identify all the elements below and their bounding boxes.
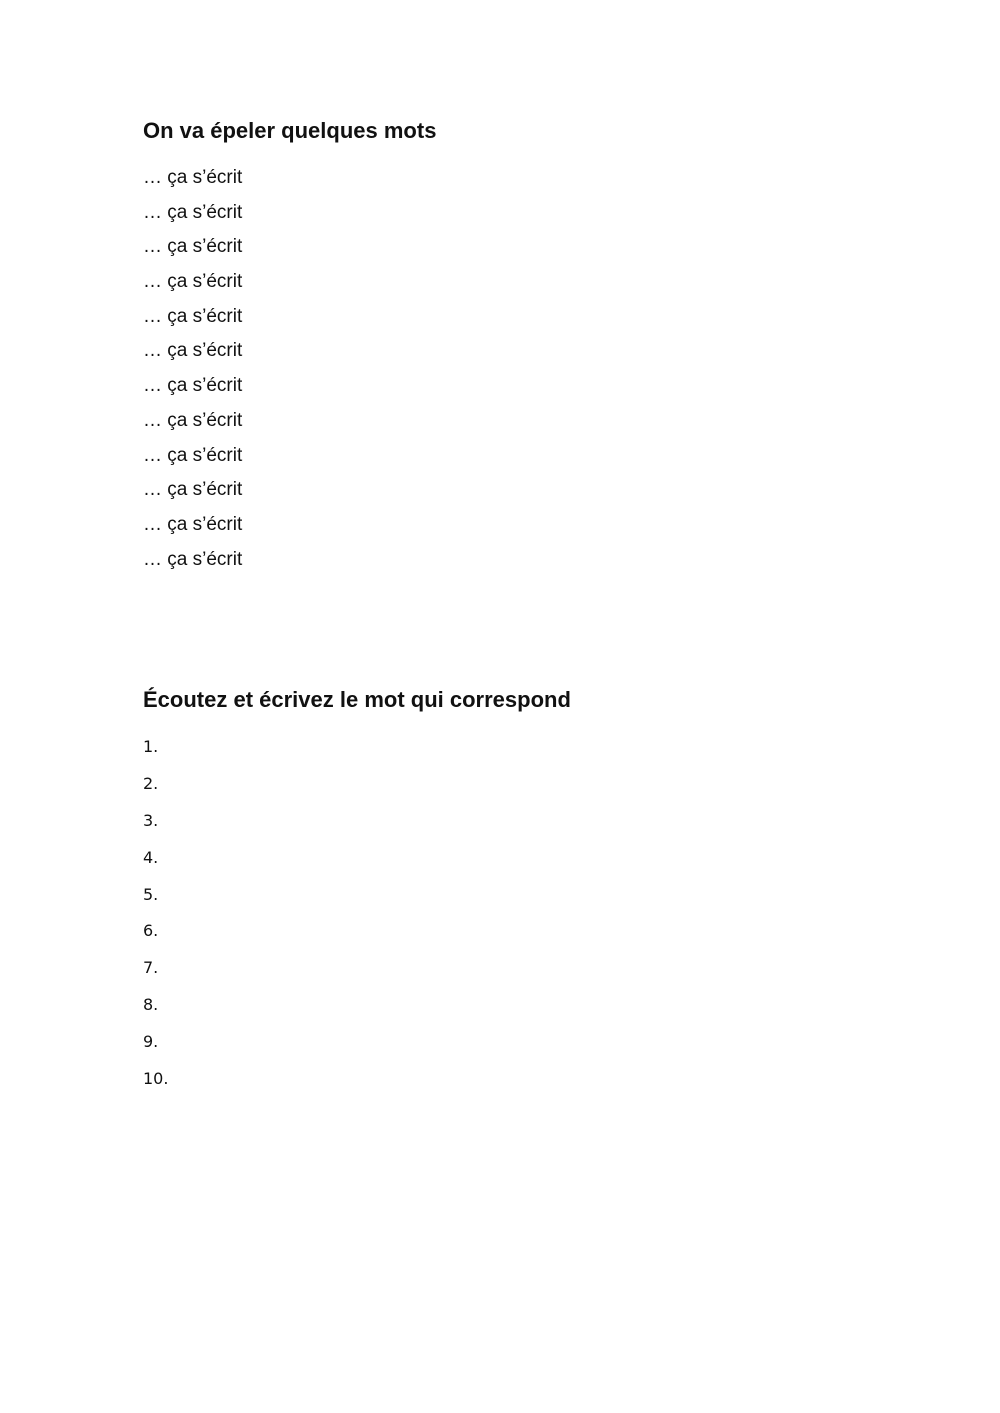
spelling-line: … ça s’écrit bbox=[143, 201, 243, 223]
spelling-line: … ça s’écrit bbox=[143, 409, 243, 431]
spelling-line: … ça s’écrit bbox=[143, 340, 243, 362]
spelling-list bbox=[143, 166, 242, 582]
answer-item: 1. bbox=[143, 737, 159, 756]
spelling-line: … ça s’écrit bbox=[143, 444, 243, 466]
answer-item: 9. bbox=[143, 1032, 159, 1052]
answer-item: 2. bbox=[143, 773, 159, 793]
answer-item: 4. bbox=[143, 847, 159, 867]
answer-item: 3. bbox=[143, 810, 159, 830]
answer-item: 8. bbox=[143, 995, 159, 1015]
answer-item: 10. bbox=[143, 1069, 169, 1089]
spelling-line: … ça s’écrit bbox=[143, 479, 243, 501]
spelling-line: … ça s’écrit bbox=[143, 167, 243, 188]
spelling-line: … ça s’écrit bbox=[143, 305, 243, 327]
section-title-spelling: On va épeler quelques mots bbox=[143, 118, 437, 143]
answer-item: 6. bbox=[143, 921, 159, 941]
spelling-line: … ça s’écrit bbox=[143, 236, 243, 258]
spelling-line: … ça s’écrit bbox=[143, 513, 243, 535]
answer-item: 5. bbox=[143, 884, 159, 904]
spelling-line: … ça s’écrit bbox=[143, 375, 243, 397]
spelling-line: … ça s’écrit bbox=[143, 548, 243, 570]
spelling-line: … ça s’écrit bbox=[143, 271, 243, 293]
answer-list bbox=[143, 736, 168, 1105]
section-title-listening: Écoutez et écrivez le mot qui correspond bbox=[143, 687, 571, 712]
answer-item: 7. bbox=[143, 958, 159, 978]
